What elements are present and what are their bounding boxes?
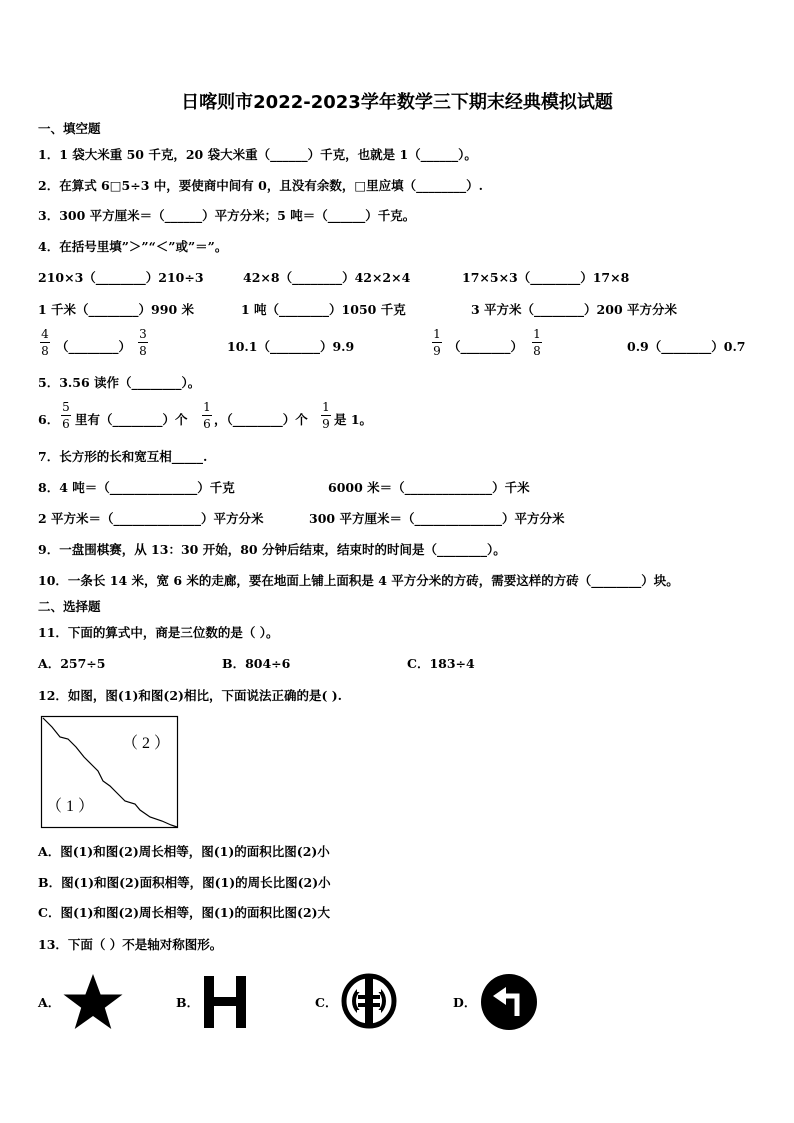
question-9: 9．一盘围棋赛，从 13：30 开始，80 分钟后结束，结束时的时间是（________）。: [38, 542, 506, 557]
question-2: 2．在算式 6□5÷3 中，要使商中间有 0，且没有余数，□里应填（________）.: [38, 178, 483, 193]
letter-h-icon: [202, 974, 248, 1030]
question-6-suffix: 是 1。: [334, 412, 373, 427]
question-7: 7．长方形的长和宽互相_____.: [38, 449, 208, 464]
turn-left-arrow-icon: [479, 972, 539, 1032]
star-icon: [61, 972, 125, 1032]
fraction-4-8: 4 8: [41, 327, 49, 358]
q4-row1-item: 42×8（________）42×2×4: [243, 270, 411, 285]
fraction-3-8: 3 8: [139, 327, 147, 358]
q13-option-a-label: A．: [38, 995, 61, 1010]
question-13: 13．下面（ ）不是轴对称图形。: [38, 937, 223, 952]
question-6-mid1: 里有（________）个: [75, 412, 188, 427]
question-10: 10．一条长 14 米，宽 6 米的走廊，要在地面上铺上面积是 4 平方分米的方砖，需要这样的方砖（________）块。: [38, 573, 679, 588]
section-fill-in: 一、填空题: [38, 121, 101, 136]
q4-row1-item: 17×5×3（________）17×8: [462, 270, 630, 285]
question-12: 12．如图，图(1)和图(2)相比，下面说法正确的是( ).: [38, 688, 342, 703]
bank-logo-icon: [340, 972, 398, 1030]
q4-row2-item: 1 吨（________）1050 千克: [241, 302, 406, 317]
q13-option-d-label: D．: [453, 995, 477, 1010]
question-1: 1．1 袋大米重 50 千克，20 袋大米重（______）千克，也就是 1（______）。: [38, 147, 477, 162]
q4-row3-item: 10.1（________）9.9: [227, 339, 355, 354]
q13-option-b-label: B．: [176, 995, 200, 1010]
question-6-mid2: ，（________）个: [214, 412, 308, 427]
question-6-prefix: 6．: [38, 412, 60, 427]
q8-item: 6000 米＝（______________）千米: [328, 480, 530, 495]
q11-option-a: A．257÷5: [38, 656, 106, 671]
question-4: 4．在括号里填”＞”“＜”或”＝”。: [38, 239, 228, 254]
question-11: 11．下面的算式中，商是三位数的是（ ）。: [38, 625, 279, 640]
fraction-1-8: 1 8: [533, 327, 541, 358]
q4-row2-item: 1 千米（________）990 米: [38, 302, 194, 317]
q13-option-c-label: C．: [315, 995, 338, 1010]
question-5: 5．3.56 读作（________）。: [38, 375, 201, 390]
q12-option-b: B．图(1)和图(2)面积相等，图(1)的周长比图(2)小: [38, 875, 331, 890]
fraction-5-6: 5 6: [62, 400, 70, 431]
q8-item: 8．4 吨＝（______________）千克: [38, 480, 235, 495]
q12-figure: [40, 715, 180, 830]
q4-row3-blank: （________）: [448, 339, 524, 354]
figure-label-2: （ 2 ）: [122, 735, 171, 752]
fraction-1-9: 1 9: [433, 327, 441, 358]
q11-option-c: C．183÷4: [407, 656, 475, 671]
q12-option-a: A．图(1)和图(2)周长相等，图(1)的面积比图(2)小: [38, 844, 330, 859]
q8-item: 300 平方厘米＝（______________）平方分米: [309, 511, 565, 526]
q4-row3-blank: （________）: [56, 339, 132, 354]
q4-row1-item: 210×3（________）210÷3: [38, 270, 204, 285]
question-3: 3．300 平方厘米＝（______）平方分米；5 吨＝（______）千克。: [38, 208, 416, 223]
q4-row3-item: 0.9（________）0.7: [627, 339, 746, 354]
figure-label-1: （ 1 ）: [46, 798, 95, 815]
section-choice: 二、选择题: [38, 599, 101, 614]
q11-option-b: B．804÷6: [222, 656, 291, 671]
page-title: 日喀则市2022-2023学年数学三下期末经典模拟试题: [181, 92, 613, 113]
q12-option-c: C．图(1)和图(2)周长相等，图(1)的面积比图(2)大: [38, 905, 331, 920]
q8-item: 2 平方米＝（______________）平方分米: [38, 511, 264, 526]
fraction-1-6: 1 6: [203, 400, 211, 431]
q4-row2-item: 3 平方米（________）200 平方分米: [471, 302, 677, 317]
fraction-1-9: 1 9: [322, 400, 330, 431]
